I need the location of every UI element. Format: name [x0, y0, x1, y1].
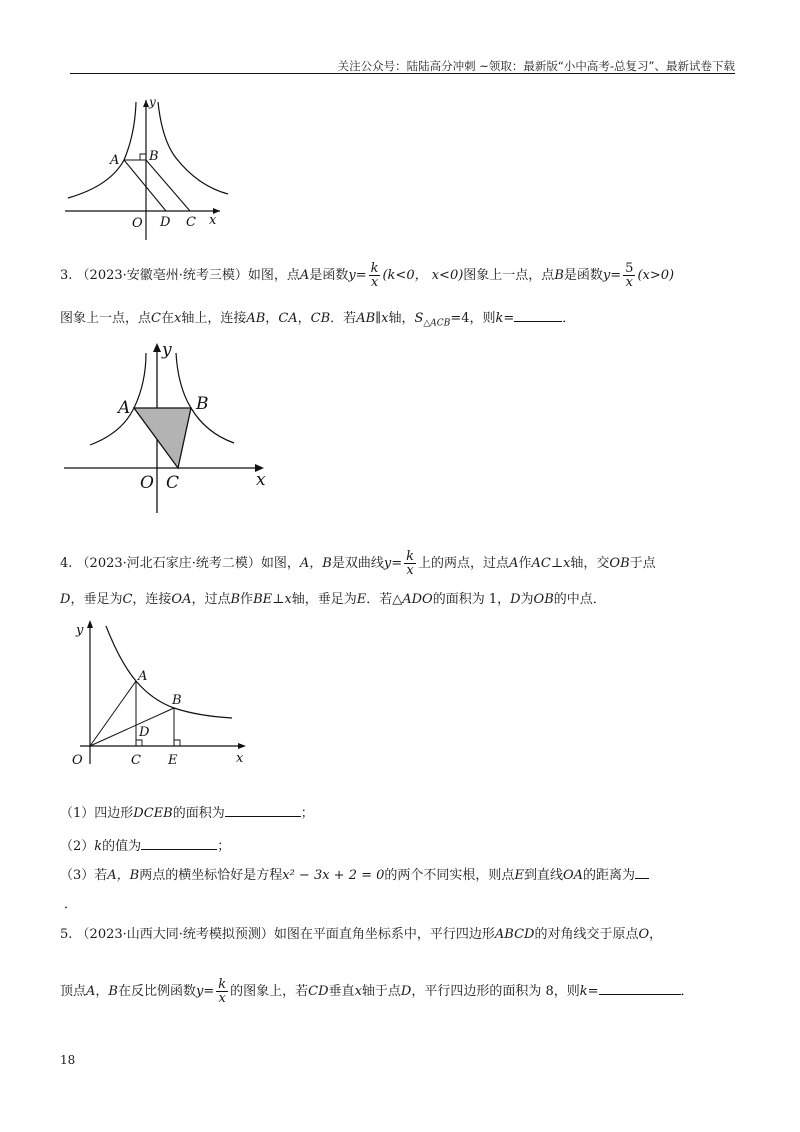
q4-line1: [60, 550, 740, 577]
q4-fraction-k-x: [404, 550, 416, 577]
q4-op: △: [392, 592, 403, 607]
figure-q4: [60, 612, 260, 774]
q5-var: x: [354, 984, 362, 999]
frac-den: x: [370, 275, 379, 290]
q5-text: 在反比例函数: [117, 984, 196, 999]
q3-text: ，则: [469, 311, 496, 326]
q5-text: 垂直: [328, 984, 355, 999]
fig-top-label-c: C: [186, 215, 196, 230]
figure-q3: [60, 335, 280, 515]
q3-text: 轴上，连接: [181, 311, 247, 326]
q5-var: B: [108, 984, 118, 999]
q3-text: ．: [562, 311, 576, 326]
q3-source: （2023·安徽亳州·统考三模）: [76, 268, 248, 283]
q4-text: 作: [240, 592, 254, 607]
q3-condition: (x>0): [637, 268, 675, 283]
q3-number: 3.: [60, 268, 73, 283]
q4-op: ⊥: [272, 592, 285, 607]
q3-condition: (k<0， x<0): [382, 268, 464, 283]
q5-fraction-k-x: [216, 978, 228, 1005]
q3-var: AB∥x: [356, 311, 389, 326]
figure-top: [60, 90, 230, 245]
q3-op: =: [610, 268, 622, 283]
q4-var: DCEB: [133, 806, 173, 821]
q4-text: 两点的横坐标恰好是方程: [139, 868, 283, 883]
q4-sub2: [60, 835, 740, 857]
q4-var: D: [510, 592, 521, 607]
q3-var: y: [602, 268, 611, 283]
q5-text: ，: [95, 984, 109, 999]
q3-text: =4: [450, 311, 470, 326]
q4-var: x: [284, 592, 292, 607]
q4-var: A: [509, 556, 519, 571]
fig-q4-label-a: A: [138, 669, 148, 684]
q5-var: k=: [579, 984, 599, 999]
q5-var: CD: [308, 984, 329, 999]
q4-op: ⊥: [550, 556, 564, 571]
q4-var: OA: [171, 592, 192, 607]
q5-source: （2023·山西大同·统考模拟预测）: [76, 927, 274, 942]
q3-text: ，: [265, 311, 279, 326]
q4-text: 轴，垂足为: [291, 592, 357, 607]
fig-q3-label-o: O: [140, 473, 154, 493]
q5-var: y: [196, 984, 204, 999]
q4-var: D: [60, 592, 71, 607]
q3-text: 是函数: [309, 268, 349, 283]
q5-var: ABCD: [494, 927, 535, 942]
q4-text: 为: [520, 592, 534, 607]
q3-var: B: [554, 268, 564, 283]
q5-text: 的图象上，若: [230, 984, 309, 999]
fig-q3-label-a: A: [118, 398, 131, 418]
q5-var: D: [400, 984, 412, 999]
q5-text: 如图在平面直角坐标系中，平行四边形: [273, 927, 495, 942]
q4-var: OB: [609, 556, 630, 571]
frac-num: k: [406, 549, 415, 564]
frac-den: x: [625, 275, 633, 290]
q4-var: A，B: [299, 556, 332, 571]
q3-var: CB: [310, 311, 331, 326]
q4-text: ，过点: [191, 592, 231, 607]
q4-text: ；: [217, 839, 231, 854]
q4-text: 是双曲线: [331, 556, 384, 571]
q4-text: ．若: [366, 592, 393, 607]
q3-text: 轴，: [388, 311, 415, 326]
q5-line1: [60, 925, 740, 945]
q3-op: =: [355, 268, 367, 283]
page-header: 关注公众号：陆陆高分冲刺 ~领取：最新版“小中高考-总复习”、最新试卷下载: [337, 59, 735, 73]
frac-num: 5: [625, 261, 634, 276]
q3-text: 图象上一点，点: [463, 268, 555, 283]
q4-sub1: [60, 802, 740, 824]
fig-q3-label-x: x: [256, 470, 266, 490]
q3-var: CA: [278, 311, 298, 326]
q4-text: 如图，: [260, 556, 300, 571]
q3-var: A: [299, 268, 310, 283]
q4-text: 上的两点，过点: [418, 556, 510, 571]
q3-text: 图象上一点，点: [60, 311, 152, 326]
q4-text: 于点: [629, 556, 656, 571]
q4-text: （3）若: [60, 868, 108, 883]
q4-var: OA: [562, 868, 583, 883]
fig-q4-label-o: O: [72, 753, 83, 768]
fig-q3-label-y: y: [162, 340, 172, 360]
q3-var: k=: [495, 311, 515, 326]
fig-q3-label-b: B: [196, 394, 209, 414]
q4-text: 作: [518, 556, 532, 571]
q3-text: 如图，点: [247, 268, 300, 283]
q4-sub1-answer-blank[interactable]: [225, 802, 301, 817]
q4-var: E: [356, 592, 367, 607]
q4-number: 4.: [60, 556, 73, 571]
q4-source: （2023·河北石家庄·统考二模）: [76, 556, 261, 571]
frac-num: k: [218, 977, 227, 992]
q4-text: ；: [300, 806, 314, 821]
q4-var: k: [94, 839, 103, 854]
q4-var: AC: [531, 556, 551, 571]
q3-text: 在: [160, 311, 174, 326]
fig-q4-label-y: y: [76, 623, 84, 638]
fig-top-label-d: D: [160, 215, 171, 230]
q4-sub2-answer-blank[interactable]: [141, 835, 217, 850]
q5-line2: [60, 978, 740, 1005]
q4-sub3: [60, 864, 740, 886]
fig-q4-label-c: C: [131, 753, 141, 768]
fig-top-label-y: y: [149, 95, 156, 109]
q3-fraction-5-x: [623, 262, 635, 289]
q4-text: 轴，交: [570, 556, 610, 571]
q3-answer-blank[interactable]: [514, 307, 562, 322]
frac-num: k: [370, 261, 379, 276]
q5-text: ．: [680, 984, 694, 999]
q4-var: E: [514, 868, 524, 883]
q5-text: 的对角线交于原点: [534, 927, 639, 942]
q5-text: ，平行四边形的面积为 8，则: [411, 984, 580, 999]
q4-var: B: [230, 592, 241, 607]
q3-line2: [60, 307, 740, 334]
fig-q4-label-b: B: [172, 693, 182, 708]
q4-text: （1）四边形: [60, 806, 134, 821]
q4-sub3-period: ．: [64, 897, 78, 912]
q5-text: ，: [649, 927, 663, 942]
frac-den: x: [218, 991, 226, 1006]
fig-top-label-b: B: [149, 149, 159, 164]
q4-text: 的两个不同实根，则点: [384, 868, 515, 883]
fig-top-label-a: A: [110, 153, 120, 168]
q4-line2: [60, 590, 740, 610]
header-rule: [70, 73, 735, 74]
fig-top-label-o: O: [132, 216, 143, 231]
frac-den: x: [406, 563, 414, 578]
q4-var: A，B: [107, 868, 140, 883]
q5-text: 轴于点: [361, 984, 401, 999]
q3-subscript: △ACB: [423, 318, 451, 329]
q5-var: O: [638, 927, 650, 942]
q4-text: 的值为: [102, 839, 142, 854]
q5-text: 顶点: [60, 984, 87, 999]
q3-var: C: [151, 311, 161, 326]
q5-number: 5.: [60, 927, 73, 942]
q4-var: x: [563, 556, 571, 571]
q3-var: AB: [246, 311, 266, 326]
fig-q4-label-d: D: [139, 725, 150, 740]
q4-var: ADO: [402, 592, 433, 607]
q3-text: ，: [297, 311, 311, 326]
q4-var: OB: [533, 592, 554, 607]
q4-text: ，连接: [132, 592, 172, 607]
q3-line1: [60, 262, 740, 289]
q3-var: y: [348, 268, 356, 283]
q4-var: C: [122, 592, 133, 607]
q5-var: A: [86, 984, 96, 999]
q4-text: ，垂足为: [70, 592, 123, 607]
q3-var: x: [173, 311, 182, 326]
q4-text: 的中点．: [553, 592, 606, 607]
q4-text: 的面积为: [172, 806, 225, 821]
q4-text: 的距离为: [583, 868, 636, 883]
q4-sub3-answer-blank[interactable]: [635, 864, 649, 879]
q5-answer-blank[interactable]: [599, 980, 681, 995]
q4-text: 的面积为 1，: [432, 592, 511, 607]
q4-text: （2）: [60, 839, 95, 854]
fig-q4-label-x: x: [236, 751, 244, 766]
q4-var: BE: [253, 592, 273, 607]
q4-text: 到直线: [523, 868, 563, 883]
page-number: 18: [60, 1053, 76, 1067]
q4-op: =: [391, 556, 403, 571]
fig-top-label-x: x: [209, 213, 217, 228]
q3-fraction-k-x: [369, 262, 381, 289]
q4-var: y: [383, 556, 392, 571]
q3-text: ．若: [330, 311, 357, 326]
q3-text: 是函数: [563, 268, 603, 283]
fig-q4-label-e: E: [168, 753, 178, 768]
q3-var: S: [414, 311, 424, 326]
q4-equation: x² − 3x + 2 = 0: [282, 868, 385, 883]
fig-q3-label-c: C: [166, 473, 180, 493]
q5-op: =: [203, 984, 215, 999]
